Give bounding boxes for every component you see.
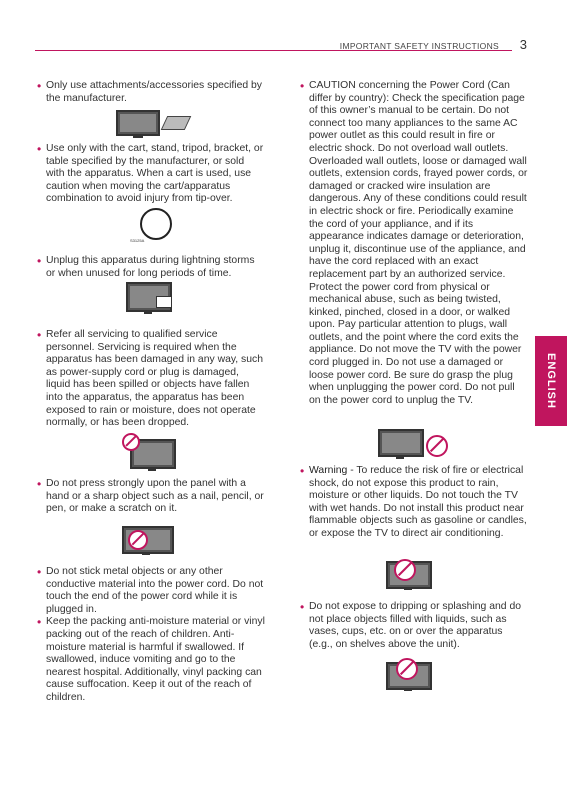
left-item-2-text: • Use only with the cart, stand, tripod, bracket, or table specified by the manufacturer, or sold with the apparatus. When a cart is used, use caution when moving the cart/apparatus combination to avoid injury from tip-over.: [37, 143, 265, 206]
no-water-icon: [394, 559, 416, 581]
cart-tipover-icon: [140, 208, 172, 240]
no-damaged-cord-icon: [426, 435, 448, 457]
left-item-4-text: • Refer all servicing to qualified service personnel. Servicing is required when the apparatus has been damaged in any way, such as power-supply cord or plug is damaged, liquid has been spilled or objects have fallen into the apparatus, the apparatus has been exposed to rain or moisture, does not operate normally, or has been dropped.: [37, 329, 265, 430]
left-item-1-text: • Only use attachments/accessories specified by the manufacturer.: [37, 80, 265, 105]
language-tab-label: ENGLISH: [545, 353, 557, 409]
unplug-illustration: [126, 282, 176, 316]
left-item-6-text: • Do not stick metal objects or any other conductive material into the power cord. Do not touch the end of the power cord while it is plugged in.: [37, 566, 265, 616]
page-number: 3: [519, 37, 527, 52]
no-press-icon: [128, 530, 148, 550]
tv-icon: [378, 429, 424, 457]
servicing-illustration: [122, 433, 176, 471]
plug-icon: [156, 296, 172, 308]
warning-label: Warning: [309, 465, 348, 476]
language-tab[interactable]: [535, 336, 567, 426]
left-item-3: [37, 255, 265, 280]
cart-warning-illustration: [130, 208, 172, 244]
left-item-5: [37, 478, 265, 516]
caution-text: • CAUTION concerning the Power Cord (Can differ by country): Check the specification page of this owner’s manual to be certain. Do not connect too many appliances to the same AC power outlet as this could result in fire or electric shock. Do not overload wall outlets. Overloaded wall outlets, loose or damaged wall outlets, extension cords, frayed power cords, or damaged or cracked wire insulation are dangerous. Any of these conditions could result in electric shock or fire. Periodically examine the cord of your appliance, and if its appearance indicates damage or deterioration, unplug it, discontinue use of the appliance, and have the cord replaced with an exact replacement part by an authorized service. Protect the power cord from physical or mechanical abuse, such as being twisted, kinked, pinched, closed in a door, or walked upon. Pay particular attention to plugs, wall outlets, and the point where the cord exits the appliance. Do not move the TV with the power cord plugged in. Do not use a damaged or loose power cord. Be sure do grasp the plug when unplugging the power cord. Do not pull on the power cord to unplug the TV.: [300, 80, 529, 407]
header-title: IMPORTANT SAFETY INSTRUCTIONS: [339, 41, 499, 51]
right-warning: [300, 465, 529, 541]
left-item-7-text: • Keep the packing anti-moisture material or vinyl packing out of the reach of children. Anti-moisture material is harmful if swallowed. If swallowed, induce vomiting and go to the nearest hospital. Additionally, vinyl packing can cause suffocation. Keep it out of the reach of children.: [37, 616, 265, 704]
no-tools-icon: [122, 433, 140, 451]
no-liquids-illustration: [384, 658, 432, 694]
warning-paragraph: [300, 465, 529, 541]
left-item-5-text: • Do not press strongly upon the panel with a hand or a sharp object such as a nail, pencil, or pen, or make a scratch on it.: [37, 478, 265, 516]
dripping-text: • Do not expose to dripping or splashing and do not place objects filled with liquids, such as vases, cups, etc. on or over the apparatus (e.g., on shelves above the unit).: [300, 601, 529, 651]
tv-icon: [116, 110, 160, 136]
no-moisture-illustration: [380, 557, 432, 591]
left-item-3-text: • Unplug this apparatus during lightning storms or when unused for long periods of time.: [37, 255, 265, 280]
left-item-2: [37, 143, 265, 206]
warning-text: - To reduce the risk of fire or electrical shock, do not expose this product to rain, moisture or other liquids. Do not touch the TV with wet hands. Do not install this product near flammable objects such as gasoline or candles, or expose the TV to direct air conditioning.: [309, 465, 527, 539]
left-item-4: [37, 329, 265, 430]
power-cord-illustration: [378, 427, 448, 461]
left-item-6: [37, 566, 265, 705]
left-item-1: [37, 80, 265, 105]
no-pressing-illustration: [120, 526, 176, 556]
cart-caption: S3125A: [130, 238, 145, 243]
tv-accessories-illustration: [116, 110, 192, 138]
right-caution: [300, 80, 529, 407]
right-dripping: [300, 601, 529, 651]
no-vase-icon: [396, 658, 418, 680]
accessory-icon: [161, 116, 192, 130]
